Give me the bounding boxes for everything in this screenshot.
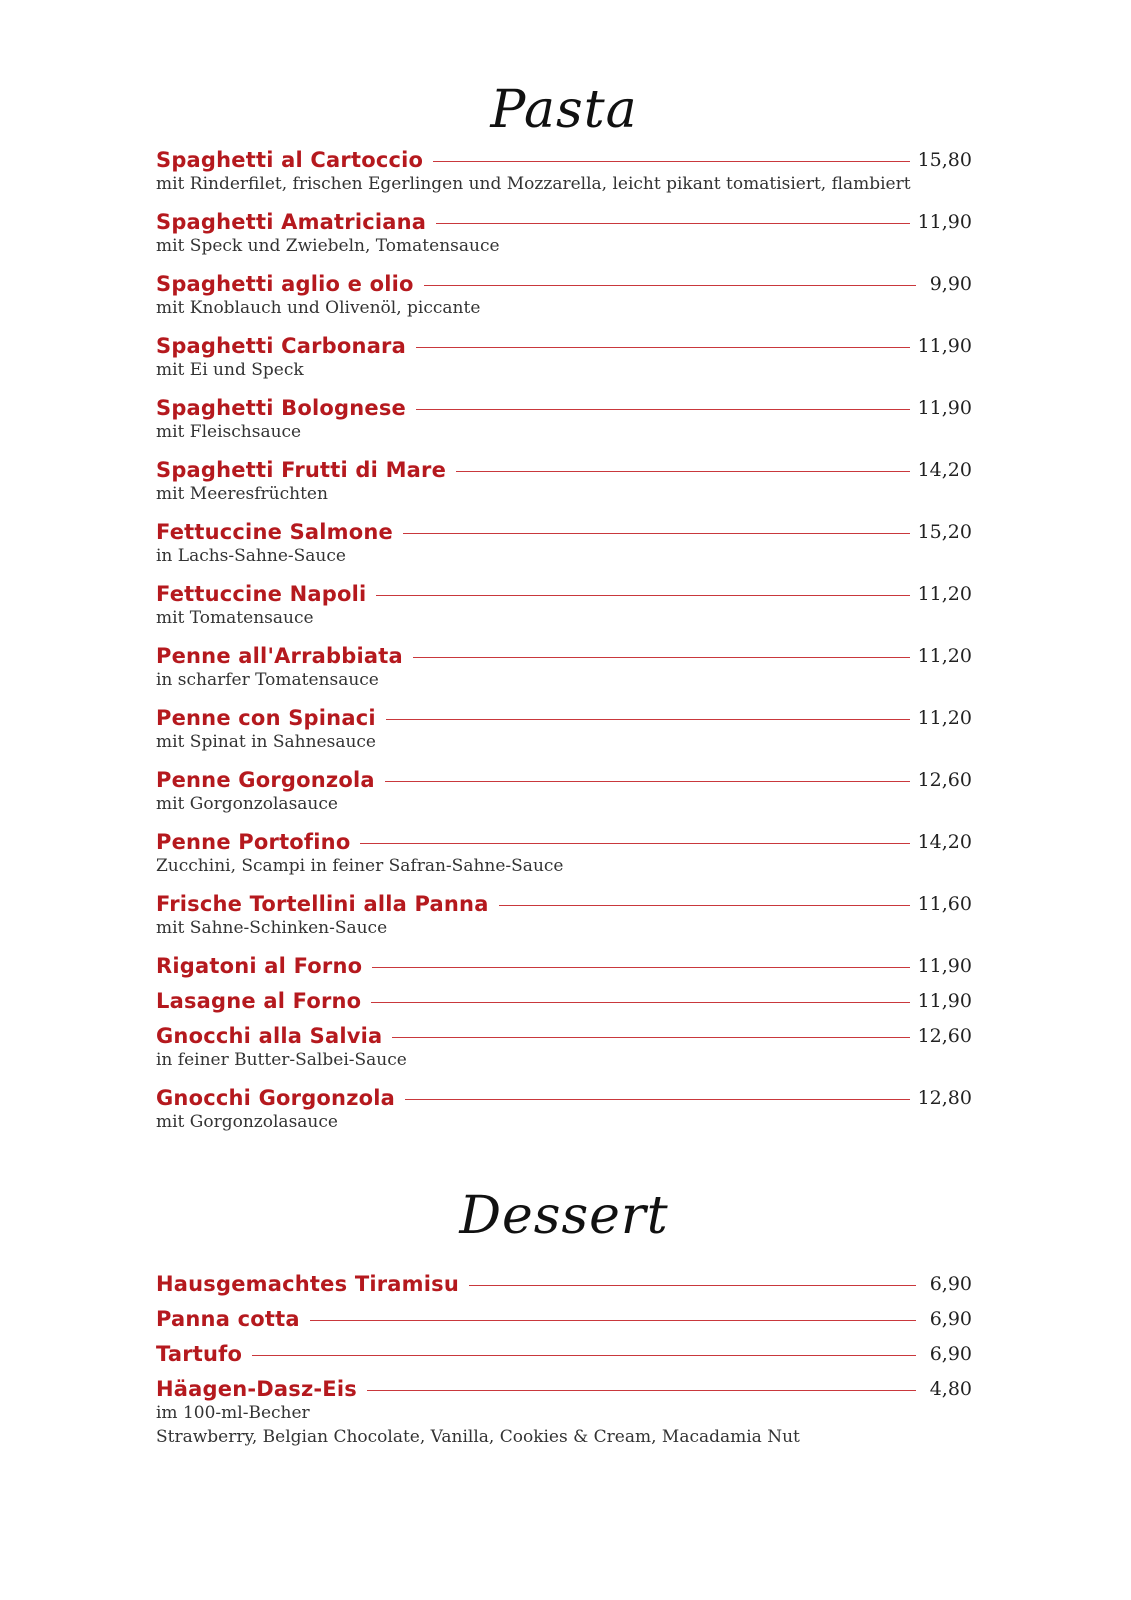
menu-item-price: 12,60 [917, 1025, 972, 1047]
menu-item [156, 520, 972, 568]
menu-item-name: Penne Portofino [156, 830, 351, 854]
menu-item-row [156, 272, 972, 296]
menu-item-name: Spaghetti Amatriciana [156, 210, 427, 234]
menu-item-row [156, 1342, 972, 1366]
menu-item-price: 9,90 [929, 273, 972, 295]
menu-item [156, 1024, 972, 1072]
section-title-pasta: Pasta [490, 80, 638, 140]
menu-item-row [156, 706, 972, 730]
menu-item-description: mit Rinderfilet, frischen Egerlingen und Mozzarella, leicht pikant tomatisiert, flambiert [156, 174, 911, 194]
menu-item-description-flavors: Strawberry, Belgian Chocolate, Vanilla, Cookies & Cream, Macadamia Nut [156, 1427, 800, 1447]
menu-item-name: Fettuccine Salmone [156, 520, 393, 544]
menu-item-row [156, 1024, 972, 1048]
menu-item-name: Spaghetti al Cartoccio [156, 148, 424, 172]
menu-item [156, 892, 972, 940]
leader-line [310, 1320, 916, 1321]
menu-item-price: 11,20 [917, 583, 972, 605]
menu-item-price: 6,90 [929, 1343, 972, 1365]
menu-item [156, 1307, 972, 1331]
menu-item-row [156, 520, 972, 544]
menu-item-description: mit Speck und Zwiebeln, Tomatensauce [156, 236, 500, 256]
menu-item [156, 768, 972, 816]
menu-item-name: Fettuccine Napoli [156, 582, 367, 606]
menu-item-description: in feiner Butter-Salbei-Sauce [156, 1050, 407, 1070]
leader-line [499, 905, 910, 906]
menu-item-name: Tartufo [156, 1342, 243, 1366]
menu-item-price: 11,90 [917, 335, 972, 357]
menu-item-description: mit Tomatensauce [156, 608, 314, 628]
menu-item-name: Gnocchi Gorgonzola [156, 1086, 396, 1110]
menu-item-row [156, 954, 972, 978]
menu-item [156, 210, 972, 258]
menu-item-price: 14,20 [917, 831, 972, 853]
menu-item-description: mit Ei und Speck [156, 360, 304, 380]
menu-item [156, 458, 972, 506]
menu-item-row [156, 892, 972, 916]
menu-item [156, 989, 972, 1013]
menu-item [156, 706, 972, 754]
leader-line [371, 1002, 909, 1003]
menu-item [156, 954, 972, 978]
menu-item-price: 11,90 [917, 955, 972, 977]
menu-page [156, 0, 972, 1463]
leader-line [360, 843, 909, 844]
menu-item [156, 1377, 972, 1449]
menu-item-name: Rigatoni al Forno [156, 954, 363, 978]
menu-item-name: Spaghetti Frutti di Mare [156, 458, 447, 482]
menu-item-price: 15,80 [917, 149, 972, 171]
leader-line [385, 781, 910, 782]
leader-line [405, 1099, 910, 1100]
leader-line [386, 719, 910, 720]
menu-item-row [156, 458, 972, 482]
menu-item [156, 272, 972, 320]
menu-item-name: Spaghetti Bolognese [156, 396, 406, 420]
menu-item [156, 1342, 972, 1366]
menu-item-row [156, 1086, 972, 1110]
leader-line [392, 1037, 909, 1038]
menu-item-price: 11,90 [917, 990, 972, 1012]
section-title-dessert: Dessert [459, 1186, 669, 1246]
menu-item-description: mit Gorgonzolasauce [156, 794, 338, 814]
menu-item-description: in Lachs-Sahne-Sauce [156, 546, 346, 566]
menu-item-row [156, 582, 972, 606]
menu-item-description: Zucchini, Scampi in feiner Safran-Sahne-Sauce [156, 856, 564, 876]
menu-item-price: 11,90 [917, 397, 972, 419]
menu-item-name: Panna cotta [156, 1307, 300, 1331]
menu-item-name: Spaghetti Carbonara [156, 334, 406, 358]
menu-item-description: mit Gorgonzolasauce [156, 1112, 338, 1132]
leader-line [376, 595, 909, 596]
menu-item [156, 1086, 972, 1134]
menu-item-name: Frische Tortellini alla Panna [156, 892, 489, 916]
menu-item-price: 12,60 [917, 769, 972, 791]
leader-line [416, 409, 910, 410]
menu-item-price: 6,90 [929, 1308, 972, 1330]
menu-item-name: Penne con Spinaci [156, 706, 376, 730]
menu-item-price: 11,20 [917, 645, 972, 667]
menu-item-name: Lasagne al Forno [156, 989, 362, 1013]
menu-item-description: mit Spinat in Sahnesauce [156, 732, 376, 752]
menu-item-name: Häagen-Dasz-Eis [156, 1377, 357, 1401]
menu-item-description: mit Knoblauch und Olivenöl, piccante [156, 298, 481, 318]
menu-item [156, 334, 972, 382]
menu-item-description: im 100-ml-Becher [156, 1403, 310, 1423]
leader-line [252, 1355, 916, 1356]
menu-item-name: Spaghetti aglio e olio [156, 272, 414, 296]
menu-item [156, 582, 972, 630]
menu-item-row [156, 644, 972, 668]
menu-item-name: Penne Gorgonzola [156, 768, 375, 792]
menu-item-row [156, 830, 972, 854]
menu-item-price: 6,90 [929, 1273, 972, 1295]
leader-line [413, 657, 910, 658]
menu-item [156, 644, 972, 692]
menu-item-price: 11,20 [917, 707, 972, 729]
menu-item-price: 11,60 [917, 893, 972, 915]
leader-line [433, 161, 909, 162]
menu-item-price: 4,80 [929, 1378, 972, 1400]
menu-item-price: 15,20 [917, 521, 972, 543]
leader-line [456, 471, 910, 472]
menu-item-row [156, 148, 972, 172]
menu-item-row [156, 396, 972, 420]
menu-item-row [156, 210, 972, 234]
dessert-list [156, 1272, 972, 1449]
menu-item-name: Gnocchi alla Salvia [156, 1024, 383, 1048]
menu-item-price: 14,20 [917, 459, 972, 481]
leader-line [367, 1390, 916, 1391]
menu-item [156, 148, 972, 196]
menu-item-row [156, 334, 972, 358]
menu-item-name: Hausgemachtes Tiramisu [156, 1272, 459, 1296]
menu-item-description: mit Sahne-Schinken-Sauce [156, 918, 388, 938]
leader-line [416, 347, 910, 348]
menu-item-row [156, 1377, 972, 1401]
menu-item-price: 11,90 [917, 211, 972, 233]
menu-item-description: mit Fleischsauce [156, 422, 302, 442]
menu-item [156, 1272, 972, 1296]
leader-line [424, 285, 916, 286]
menu-item-row [156, 1307, 972, 1331]
leader-line [469, 1285, 916, 1286]
pasta-list [156, 148, 972, 1134]
menu-item [156, 396, 972, 444]
menu-item-price: 12,80 [917, 1087, 972, 1109]
menu-item-description: in scharfer Tomatensauce [156, 670, 379, 690]
leader-line [372, 967, 909, 968]
leader-line [436, 223, 909, 224]
leader-line [403, 533, 910, 534]
menu-item-row [156, 768, 972, 792]
menu-item [156, 830, 972, 878]
menu-item-description: mit Meeresfrüchten [156, 484, 328, 504]
menu-item-row [156, 989, 972, 1013]
menu-item-row [156, 1272, 972, 1296]
menu-item-name: Penne all'Arrabbiata [156, 644, 403, 668]
